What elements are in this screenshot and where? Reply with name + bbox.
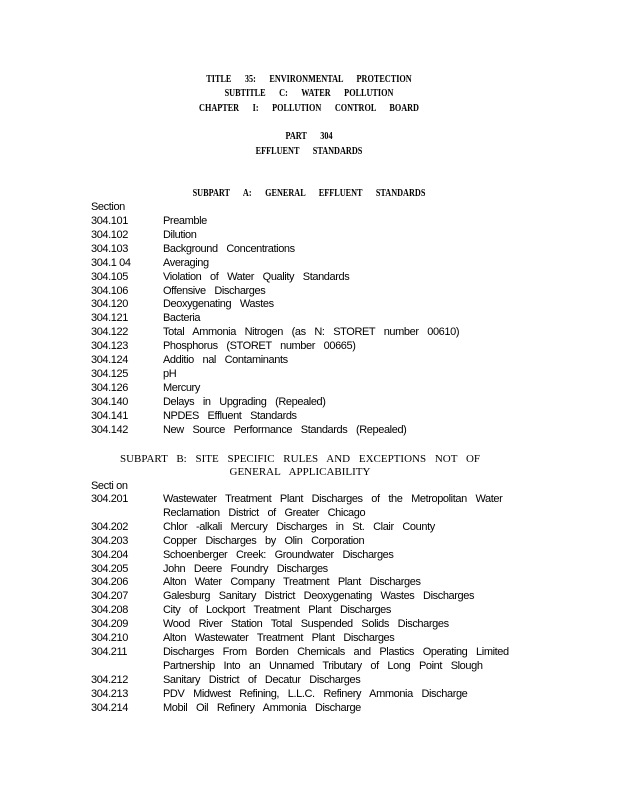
section-entry	[91, 382, 531, 396]
section-number: 304.142	[91, 423, 128, 436]
section-number: 304.201	[91, 493, 128, 505]
section-title: Phosphorus (STORET number 00665)	[163, 340, 356, 353]
section-entry	[91, 549, 531, 563]
section-number: 304.214	[91, 701, 128, 714]
section-title: PDV Midwest Refining, L.L.C. Refinery Ammonia Discharge	[163, 687, 468, 700]
section-title: Mercury	[163, 381, 200, 394]
chapter-heading: CHAPTER I: POLLUTION CONTROL BOARD	[199, 103, 419, 114]
section-title: Galesburg Sanitary District Deoxygenating Wastes Discharges	[163, 590, 475, 603]
section-title: Dilution	[163, 228, 197, 241]
section-title: Wood River Station Total Suspended Solids Discharges	[163, 618, 449, 631]
section-title: Wastewater Treatment Plant Discharges of the Metropolitan Water Reclamation District of Greater Chicago	[163, 493, 503, 519]
section-title: Schoenberger Creek: Groundwater Discharges	[163, 548, 394, 561]
section-entry	[91, 312, 531, 326]
section-entry	[91, 702, 531, 716]
section-entry	[91, 576, 531, 590]
section-title: Delays in Upgrading (Repealed)	[163, 395, 326, 408]
section-title: Alton Wastewater Treatment Plant Discharges	[163, 632, 395, 645]
section-number: 304.122	[91, 326, 128, 339]
section-entry	[91, 271, 531, 285]
section-number: 304.101	[91, 215, 128, 227]
section-entry	[91, 424, 531, 438]
section-number: 304.212	[91, 673, 128, 686]
section-entry	[91, 590, 531, 604]
section-entry	[91, 604, 531, 618]
section-label: Secti on	[91, 480, 128, 492]
part-heading: PART 304	[285, 131, 333, 142]
section-entry	[91, 632, 531, 646]
section-number: 304.121	[91, 312, 128, 325]
section-title: Violation of Water Quality Standards	[163, 270, 350, 283]
section-entry	[91, 285, 531, 299]
section-number: 304.205	[91, 562, 128, 575]
subpart-a-section-list	[91, 215, 531, 438]
section-number: 304.105	[91, 270, 128, 283]
section-entry	[91, 298, 531, 312]
section-entry	[91, 215, 531, 229]
section-number: 304.123	[91, 340, 128, 353]
section-number: 304.102	[91, 228, 128, 241]
section-number: 304.103	[91, 242, 128, 255]
section-title: Preamble	[163, 215, 207, 227]
section-entry	[91, 563, 531, 577]
section-number: 304.106	[91, 284, 128, 297]
section-number: 304.211	[91, 645, 128, 658]
section-number: 304.124	[91, 354, 128, 367]
section-title: Total Ammonia Nitrogen (as N: STORET number 00610)	[163, 326, 460, 339]
section-title: Bacteria	[163, 312, 201, 325]
section-entry	[91, 410, 531, 424]
section-title: Additio nal Contaminants	[163, 354, 288, 367]
section-entry	[91, 618, 531, 632]
section-number: 304.140	[91, 395, 128, 408]
section-entry	[91, 368, 531, 382]
section-title: Background Concentrations	[163, 242, 295, 255]
section-number: 304.208	[91, 604, 128, 617]
section-entry	[91, 229, 531, 243]
section-number: 304.1 04	[91, 256, 131, 269]
part-name-heading: EFFLUENT STANDARDS	[255, 146, 363, 157]
section-entry	[91, 674, 531, 688]
section-title: Chlor -alkali Mercury Discharges in St. Clair County	[163, 520, 435, 533]
section-title: Averaging	[163, 256, 209, 269]
section-title: Sanitary District of Decatur Discharges	[163, 673, 361, 686]
section-number: 304.206	[91, 576, 128, 589]
section-entry	[91, 243, 531, 257]
section-entry	[91, 646, 531, 674]
section-entry	[91, 396, 531, 410]
section-title: Alton Water Company Treatment Plant Discharges	[163, 576, 421, 589]
section-title: Mobil Oil Refinery Ammonia Discharge	[163, 701, 361, 714]
section-entry	[91, 688, 531, 702]
section-number: 304.210	[91, 632, 128, 645]
subpart-b-heading: SUBPART B: SITE SPECIFIC RULES AND EXCEPTIONS NOT OF GENERAL APPLICABILITY	[119, 453, 481, 478]
section-label: Section	[91, 201, 125, 213]
section-entry	[91, 521, 531, 535]
subpart-a-heading: SUBPART A: GENERAL EFFLUENT STANDARDS	[192, 188, 426, 199]
section-number: 304.141	[91, 409, 128, 422]
section-entry	[91, 257, 531, 271]
section-title: Deoxygenating Wastes	[163, 298, 274, 311]
section-number: 304.207	[91, 590, 128, 603]
section-title: Offensive Discharges	[163, 284, 266, 297]
section-title: NPDES Effluent Standards	[163, 409, 297, 422]
section-title: New Source Performance Standards (Repealed)	[163, 423, 407, 436]
section-title: Discharges From Borden Chemicals and Plastics Operating Limited Partnership Into an Unnamed Tributary of Long Point Slough	[163, 645, 509, 672]
section-number: 304.209	[91, 618, 128, 631]
section-number: 304.125	[91, 367, 128, 380]
section-number: 304.202	[91, 520, 128, 533]
section-number: 304.204	[91, 548, 128, 561]
section-title: pH	[163, 367, 177, 380]
section-entry	[91, 340, 531, 354]
subpart-b-section-list	[91, 493, 531, 716]
section-number: 304.213	[91, 687, 128, 700]
section-title: Copper Discharges by Olin Corporation	[163, 534, 365, 547]
section-number: 304.203	[91, 534, 128, 547]
section-number: 304.126	[91, 381, 128, 394]
subtitle-heading: SUBTITLE C: WATER POLLUTION	[224, 88, 394, 99]
section-entry	[91, 535, 531, 549]
title-heading: TITLE 35: ENVIRONMENTAL PROTECTION	[206, 74, 412, 85]
section-entry	[91, 354, 531, 368]
section-entry	[91, 326, 531, 340]
section-title: John Deere Foundry Discharges	[163, 562, 328, 575]
section-number: 304.120	[91, 298, 128, 311]
section-title: City of Lockport Treatment Plant Discharges	[163, 604, 392, 617]
section-entry	[91, 493, 531, 521]
